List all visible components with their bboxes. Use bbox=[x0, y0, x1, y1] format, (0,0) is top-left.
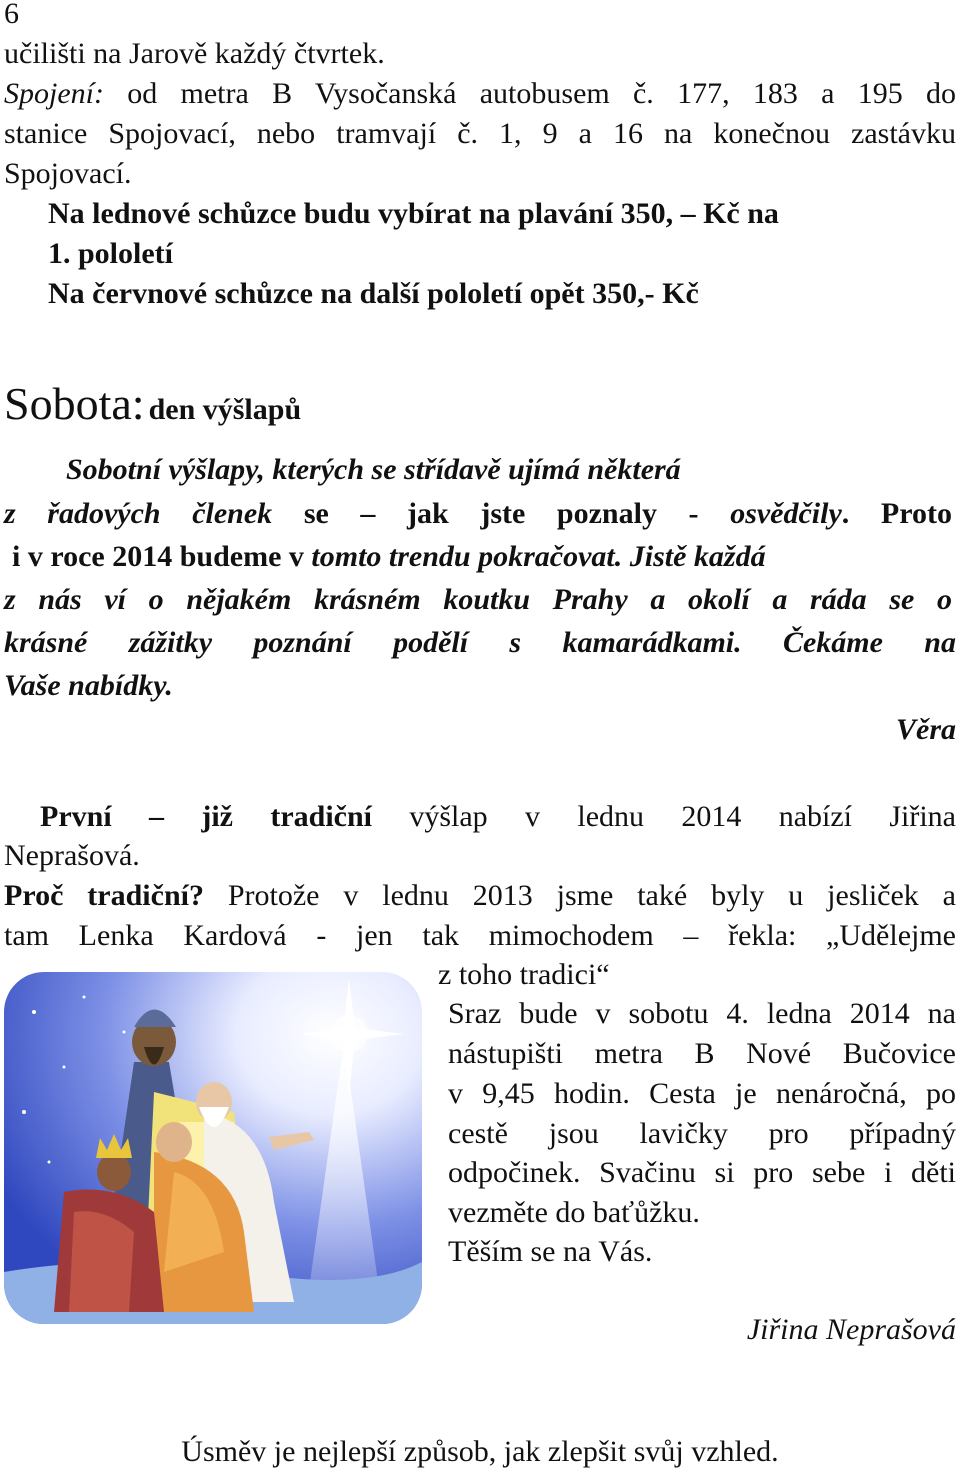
notice-line: Na červnové schůzce na další pololetí opět 350,- Kč bbox=[48, 277, 699, 310]
text-line bbox=[12, 537, 766, 577]
signature-vera: Věra bbox=[896, 713, 956, 746]
text-line: krásné zážitky poznání podělí s kamarádkami. Čekáme na bbox=[4, 626, 956, 659]
text-fragment: osvědčily bbox=[730, 497, 842, 530]
text-line: učilišti na Jarově každý čtvrtek. bbox=[4, 37, 385, 70]
text-line: vezměte do baťůžku. bbox=[448, 1196, 700, 1229]
text-line: z nás ví o nějakém krásném koutku Prahy a okolí a ráda se o bbox=[4, 583, 952, 616]
text-line: Vaše nabídky. bbox=[4, 669, 173, 702]
section-heading bbox=[4, 374, 301, 445]
spojeni-label: Spojení: bbox=[4, 77, 104, 110]
text-fragment: se – jak jste poznaly - bbox=[303, 497, 699, 530]
text-line: stanice Spojovací, nebo tramvají č. 1, 9 a 16 na konečnou zastávku bbox=[4, 117, 956, 150]
notice-line: Na lednové schůzce budu vybírat na plavání 350, – Kč na bbox=[48, 197, 779, 230]
text-fragment: výšlap v lednu 2014 nabízí Jiřina bbox=[409, 800, 956, 833]
text-line bbox=[4, 876, 956, 916]
text-line: Spojovací. bbox=[4, 157, 132, 190]
spojeni-text: od metra B Vysočanská autobusem č. 177, 183 a 195 do bbox=[103, 77, 956, 110]
text-line: Sobotní výšlapy, kterých se střídavě ujímá některá bbox=[66, 453, 681, 486]
text-fragment: . Proto bbox=[841, 497, 953, 530]
heading-sobota: Sobota: bbox=[4, 378, 145, 429]
notice-line: 1. pololetí bbox=[48, 237, 173, 270]
signature-jirina: Jiřina Neprašová bbox=[746, 1313, 956, 1346]
text-fragment: Proč tradiční? bbox=[4, 879, 204, 912]
text-line: v 9,45 hodin. Cesta je nenáročná, po bbox=[448, 1077, 956, 1110]
text-line bbox=[4, 494, 952, 534]
text-fragment: i v roce 2014 budeme v bbox=[12, 540, 304, 573]
footer-quote: Úsměv je nejlepší způsob, jak zlepšit svůj vzhled. bbox=[181, 1435, 779, 1468]
text-line bbox=[40, 797, 956, 837]
text-line bbox=[4, 74, 956, 114]
heading-sub: den výšlapů bbox=[148, 393, 302, 426]
three-kings-illustration bbox=[4, 972, 422, 1324]
text-line: Těším se na Vás. bbox=[448, 1235, 653, 1268]
text-line: Sraz bude v sobotu 4. ledna 2014 na bbox=[448, 997, 956, 1030]
text-line: z toho tradici“ bbox=[438, 958, 610, 991]
text-line: tam Lenka Kardová - jen tak mimochodem – řekla: „Udělejme bbox=[4, 919, 956, 952]
text-line: nástupišti metra B Nové Bučovice bbox=[448, 1037, 956, 1070]
text-fragment: tomto trendu pokračovat. Jistě každá bbox=[311, 540, 766, 573]
text-line: Neprašová. bbox=[4, 839, 140, 872]
text-fragment: Protože v lednu 2013 jsme také byly u jesliček a bbox=[203, 879, 956, 912]
page-number: 6 bbox=[4, 0, 19, 30]
text-line: odpočinek. Svačinu si pro sebe i děti bbox=[448, 1156, 956, 1189]
text-line: cestě jsou lavičky pro případný bbox=[448, 1117, 956, 1150]
text-fragment: První – již tradiční bbox=[40, 800, 372, 833]
text-fragment: z řadových členek bbox=[4, 497, 273, 530]
